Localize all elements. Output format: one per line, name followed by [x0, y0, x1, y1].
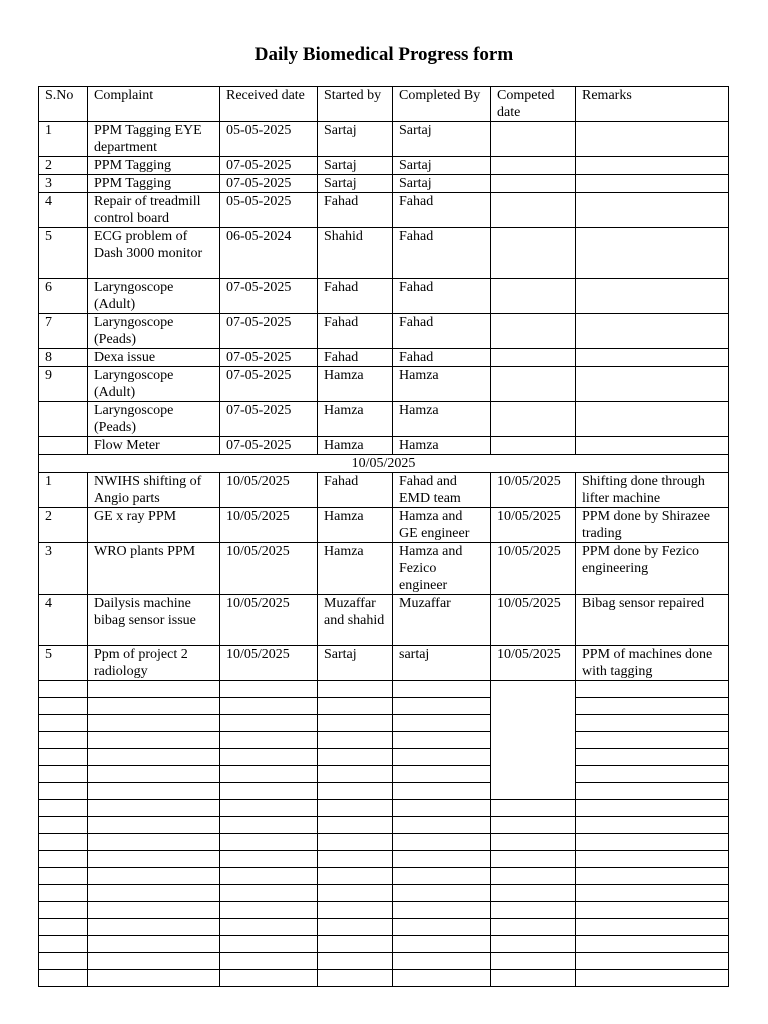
cell-sno: 3	[39, 175, 88, 193]
empty-cell	[491, 681, 576, 698]
cell-sno: 3	[39, 543, 88, 595]
cell-sno	[39, 402, 88, 437]
empty-cell	[220, 698, 318, 715]
table-row	[39, 367, 729, 402]
empty-cell	[39, 749, 88, 766]
cell-complaint: Dailysis machine bibag sensor issue	[88, 595, 220, 646]
empty-cell	[491, 800, 576, 817]
cell-complaint: Ppm of project 2 radiology	[88, 646, 220, 681]
empty-cell	[576, 936, 729, 953]
cell-completed-date	[491, 349, 576, 367]
cell-remarks	[576, 157, 729, 175]
empty-cell	[88, 800, 220, 817]
cell-remarks	[576, 314, 729, 349]
empty-cell	[576, 698, 729, 715]
cell-completed-date	[491, 367, 576, 402]
empty-row	[39, 851, 729, 868]
empty-cell	[576, 868, 729, 885]
table-row	[39, 508, 729, 543]
empty-row	[39, 868, 729, 885]
cell-started-by: Sartaj	[318, 157, 393, 175]
empty-cell	[220, 681, 318, 698]
cell-remarks	[576, 349, 729, 367]
empty-cell	[576, 919, 729, 936]
empty-cell	[393, 851, 491, 868]
cell-complaint: ECG problem of Dash 3000 monitor	[88, 228, 220, 279]
cell-completed-by: Sartaj	[393, 157, 491, 175]
empty-cell	[393, 681, 491, 698]
empty-cell	[220, 749, 318, 766]
empty-cell	[393, 749, 491, 766]
cell-complaint: Laryngoscope (Peads)	[88, 314, 220, 349]
cell-received-date: 05-05-2025	[220, 122, 318, 157]
cell-started-by: Fahad	[318, 473, 393, 508]
cell-received-date: 10/05/2025	[220, 595, 318, 646]
empty-cell	[576, 834, 729, 851]
empty-cell	[393, 766, 491, 783]
empty-cell	[88, 732, 220, 749]
empty-cell	[491, 698, 576, 715]
cell-completed-date	[491, 279, 576, 314]
empty-cell	[318, 834, 393, 851]
empty-cell	[491, 766, 576, 783]
empty-cell	[39, 834, 88, 851]
empty-cell	[39, 681, 88, 698]
empty-cell	[576, 800, 729, 817]
empty-cell	[393, 970, 491, 987]
empty-cell	[88, 919, 220, 936]
empty-cell	[220, 868, 318, 885]
cell-sno: 4	[39, 595, 88, 646]
table-row	[39, 473, 729, 508]
cell-received-date: 07-05-2025	[220, 279, 318, 314]
cell-completed-date: 10/05/2025	[491, 595, 576, 646]
empty-cell	[220, 817, 318, 834]
empty-cell	[220, 715, 318, 732]
cell-completed-by: Hamza	[393, 437, 491, 455]
cell-started-by: Fahad	[318, 279, 393, 314]
empty-cell	[318, 902, 393, 919]
empty-cell	[220, 783, 318, 800]
empty-cell	[88, 766, 220, 783]
empty-cell	[393, 732, 491, 749]
empty-cell	[39, 936, 88, 953]
empty-cell	[491, 783, 576, 800]
cell-started-by: Fahad	[318, 314, 393, 349]
col-header-completed-by: Completed By	[393, 87, 491, 122]
empty-cell	[576, 715, 729, 732]
empty-cell	[39, 698, 88, 715]
cell-remarks	[576, 279, 729, 314]
cell-remarks	[576, 437, 729, 455]
empty-cell	[393, 902, 491, 919]
empty-cell	[491, 953, 576, 970]
table-row	[39, 437, 729, 455]
cell-completed-by: Sartaj	[393, 175, 491, 193]
empty-cell	[220, 970, 318, 987]
empty-cell	[318, 766, 393, 783]
empty-cell	[88, 851, 220, 868]
cell-received-date: 07-05-2025	[220, 157, 318, 175]
cell-completed-by: Hamza and Fezico engineer	[393, 543, 491, 595]
empty-cell	[318, 885, 393, 902]
empty-cell	[491, 749, 576, 766]
cell-complaint: Laryngoscope (Adult)	[88, 367, 220, 402]
empty-cell	[39, 715, 88, 732]
table-row	[39, 349, 729, 367]
empty-cell	[491, 732, 576, 749]
date-separator-row	[39, 455, 729, 473]
cell-complaint: WRO plants PPM	[88, 543, 220, 595]
cell-completed-by: sartaj	[393, 646, 491, 681]
empty-cell	[491, 919, 576, 936]
empty-cell	[393, 783, 491, 800]
empty-cell	[393, 715, 491, 732]
cell-completed-by: Hamza	[393, 367, 491, 402]
empty-row	[39, 936, 729, 953]
empty-row	[39, 919, 729, 936]
table-row	[39, 314, 729, 349]
cell-completed-date	[491, 175, 576, 193]
cell-completed-date	[491, 157, 576, 175]
empty-cell	[220, 953, 318, 970]
cell-sno: 9	[39, 367, 88, 402]
cell-complaint: PPM Tagging	[88, 175, 220, 193]
empty-cell	[491, 885, 576, 902]
cell-started-by: Hamza	[318, 367, 393, 402]
empty-cell	[39, 902, 88, 919]
empty-cell	[220, 902, 318, 919]
empty-row	[39, 902, 729, 919]
empty-cell	[220, 800, 318, 817]
empty-cell	[220, 936, 318, 953]
empty-cell	[318, 732, 393, 749]
cell-started-by: Fahad	[318, 193, 393, 228]
empty-cell	[393, 885, 491, 902]
cell-complaint: Flow Meter	[88, 437, 220, 455]
table-row	[39, 228, 729, 279]
empty-cell	[393, 953, 491, 970]
cell-started-by: Fahad	[318, 349, 393, 367]
empty-cell	[88, 834, 220, 851]
cell-remarks: PPM done by Fezico engineering	[576, 543, 729, 595]
empty-cell	[491, 902, 576, 919]
table-row	[39, 402, 729, 437]
empty-cell	[318, 953, 393, 970]
cell-remarks	[576, 175, 729, 193]
empty-row	[39, 715, 729, 732]
cell-started-by: Hamza	[318, 437, 393, 455]
table-row	[39, 157, 729, 175]
table-row	[39, 193, 729, 228]
empty-row	[39, 681, 729, 698]
empty-cell	[88, 681, 220, 698]
cell-completed-by: Fahad	[393, 193, 491, 228]
cell-completed-date: 10/05/2025	[491, 508, 576, 543]
table-row	[39, 543, 729, 595]
cell-received-date: 07-05-2025	[220, 314, 318, 349]
cell-completed-date	[491, 122, 576, 157]
cell-complaint: Laryngoscope (Peads)	[88, 402, 220, 437]
empty-cell	[39, 800, 88, 817]
cell-sno: 5	[39, 228, 88, 279]
empty-cell	[576, 732, 729, 749]
cell-completed-by: Fahad	[393, 314, 491, 349]
cell-received-date: 07-05-2025	[220, 367, 318, 402]
cell-received-date: 07-05-2025	[220, 349, 318, 367]
empty-cell	[576, 817, 729, 834]
col-header-sno: S.No	[39, 87, 88, 122]
empty-cell	[318, 936, 393, 953]
cell-sno: 5	[39, 646, 88, 681]
cell-complaint: NWIHS shifting of Angio parts	[88, 473, 220, 508]
empty-cell	[318, 800, 393, 817]
col-header-started-by: Started by	[318, 87, 393, 122]
cell-remarks	[576, 228, 729, 279]
cell-received-date: 07-05-2025	[220, 437, 318, 455]
empty-row	[39, 800, 729, 817]
empty-cell	[39, 732, 88, 749]
cell-complaint: GE x ray PPM	[88, 508, 220, 543]
cell-remarks	[576, 402, 729, 437]
empty-cell	[220, 851, 318, 868]
empty-cell	[491, 936, 576, 953]
cell-remarks	[576, 122, 729, 157]
empty-cell	[491, 868, 576, 885]
cell-received-date: 07-05-2025	[220, 402, 318, 437]
cell-remarks: Bibag sensor repaired	[576, 595, 729, 646]
table-row	[39, 646, 729, 681]
cell-completed-by: Hamza and GE engineer	[393, 508, 491, 543]
date-separator: 10/05/2025	[39, 455, 729, 473]
cell-completed-date	[491, 437, 576, 455]
empty-cell	[88, 817, 220, 834]
empty-cell	[318, 698, 393, 715]
empty-cell	[491, 817, 576, 834]
col-header-received-date: Received date	[220, 87, 318, 122]
cell-completed-date: 10/05/2025	[491, 473, 576, 508]
empty-cell	[318, 681, 393, 698]
empty-row	[39, 766, 729, 783]
empty-cell	[576, 851, 729, 868]
col-header-remarks: Remarks	[576, 87, 729, 122]
empty-cell	[393, 868, 491, 885]
cell-remarks: Shifting done through lifter machine	[576, 473, 729, 508]
blank-rows	[39, 681, 729, 987]
empty-cell	[393, 698, 491, 715]
empty-cell	[318, 749, 393, 766]
empty-cell	[318, 851, 393, 868]
empty-cell	[88, 783, 220, 800]
cell-received-date: 10/05/2025	[220, 543, 318, 595]
col-header-completed-date: Competed date	[491, 87, 576, 122]
empty-row	[39, 834, 729, 851]
col-header-complaint: Complaint	[88, 87, 220, 122]
table-row	[39, 175, 729, 193]
empty-cell	[39, 783, 88, 800]
empty-row	[39, 749, 729, 766]
cell-sno: 6	[39, 279, 88, 314]
empty-cell	[491, 851, 576, 868]
table-row	[39, 279, 729, 314]
empty-cell	[576, 783, 729, 800]
empty-cell	[88, 698, 220, 715]
cell-sno: 1	[39, 122, 88, 157]
empty-cell	[39, 919, 88, 936]
empty-cell	[576, 681, 729, 698]
empty-cell	[491, 970, 576, 987]
cell-sno	[39, 437, 88, 455]
empty-cell	[318, 817, 393, 834]
empty-cell	[318, 919, 393, 936]
cell-started-by: Sartaj	[318, 175, 393, 193]
cell-received-date: 10/05/2025	[220, 646, 318, 681]
empty-cell	[576, 885, 729, 902]
cell-started-by: Shahid	[318, 228, 393, 279]
empty-row	[39, 817, 729, 834]
empty-cell	[88, 749, 220, 766]
empty-cell	[220, 885, 318, 902]
empty-cell	[39, 766, 88, 783]
empty-cell	[220, 919, 318, 936]
empty-cell	[88, 902, 220, 919]
empty-cell	[220, 732, 318, 749]
empty-cell	[39, 953, 88, 970]
cell-complaint: Repair of treadmill control board	[88, 193, 220, 228]
cell-completed-by: Muzaffar	[393, 595, 491, 646]
cell-completed-date	[491, 402, 576, 437]
cell-completed-by: Fahad and EMD team	[393, 473, 491, 508]
cell-received-date: 10/05/2025	[220, 473, 318, 508]
empty-cell	[88, 970, 220, 987]
empty-cell	[576, 749, 729, 766]
empty-cell	[39, 868, 88, 885]
cell-sno: 2	[39, 508, 88, 543]
empty-cell	[576, 953, 729, 970]
form-title: Daily Biomedical Progress form	[254, 44, 514, 65]
empty-row	[39, 953, 729, 970]
empty-cell	[88, 936, 220, 953]
cell-started-by: Hamza	[318, 402, 393, 437]
empty-cell	[576, 970, 729, 987]
empty-cell	[576, 766, 729, 783]
empty-cell	[39, 885, 88, 902]
empty-cell	[39, 817, 88, 834]
empty-cell	[393, 817, 491, 834]
cell-completed-date	[491, 314, 576, 349]
cell-remarks: PPM of machines done with tagging	[576, 646, 729, 681]
table-row	[39, 595, 729, 646]
cell-complaint: PPM Tagging EYE department	[88, 122, 220, 157]
cell-started-by: Sartaj	[318, 646, 393, 681]
cell-complaint: Dexa issue	[88, 349, 220, 367]
empty-row	[39, 783, 729, 800]
cell-completed-date: 10/05/2025	[491, 543, 576, 595]
empty-cell	[220, 834, 318, 851]
empty-row	[39, 885, 729, 902]
cell-completed-date: 10/05/2025	[491, 646, 576, 681]
cell-remarks	[576, 367, 729, 402]
cell-received-date: 05-05-2025	[220, 193, 318, 228]
empty-cell	[318, 970, 393, 987]
empty-cell	[491, 715, 576, 732]
cell-completed-by: Fahad	[393, 279, 491, 314]
cell-completed-by: Hamza	[393, 402, 491, 437]
cell-started-by: Muzaffar and shahid	[318, 595, 393, 646]
cell-complaint: Laryngoscope (Adult)	[88, 279, 220, 314]
cell-received-date: 06-05-2024	[220, 228, 318, 279]
empty-cell	[318, 783, 393, 800]
empty-cell	[393, 936, 491, 953]
empty-cell	[576, 902, 729, 919]
cell-remarks	[576, 193, 729, 228]
cell-completed-date	[491, 228, 576, 279]
empty-cell	[39, 970, 88, 987]
cell-completed-by: Sartaj	[393, 122, 491, 157]
cell-completed-by: Fahad	[393, 228, 491, 279]
empty-cell	[88, 885, 220, 902]
cell-remarks: PPM done by Shirazee trading	[576, 508, 729, 543]
empty-cell	[318, 868, 393, 885]
empty-row	[39, 698, 729, 715]
empty-cell	[88, 715, 220, 732]
empty-cell	[39, 851, 88, 868]
empty-cell	[88, 953, 220, 970]
empty-cell	[88, 868, 220, 885]
cell-started-by: Hamza	[318, 543, 393, 595]
empty-cell	[393, 834, 491, 851]
empty-cell	[393, 919, 491, 936]
cell-started-by: Sartaj	[318, 122, 393, 157]
empty-cell	[491, 834, 576, 851]
empty-cell	[318, 715, 393, 732]
header-row	[39, 87, 729, 122]
cell-sno: 8	[39, 349, 88, 367]
cell-received-date: 07-05-2025	[220, 175, 318, 193]
cell-sno: 7	[39, 314, 88, 349]
cell-sno: 1	[39, 473, 88, 508]
progress-table	[38, 86, 729, 987]
cell-received-date: 10/05/2025	[220, 508, 318, 543]
cell-started-by: Hamza	[318, 508, 393, 543]
cell-completed-by: Fahad	[393, 349, 491, 367]
cell-completed-date	[491, 193, 576, 228]
table-row	[39, 122, 729, 157]
empty-cell	[220, 766, 318, 783]
cell-complaint: PPM Tagging	[88, 157, 220, 175]
empty-row	[39, 970, 729, 987]
empty-cell	[393, 800, 491, 817]
cell-sno: 2	[39, 157, 88, 175]
cell-sno: 4	[39, 193, 88, 228]
empty-row	[39, 732, 729, 749]
